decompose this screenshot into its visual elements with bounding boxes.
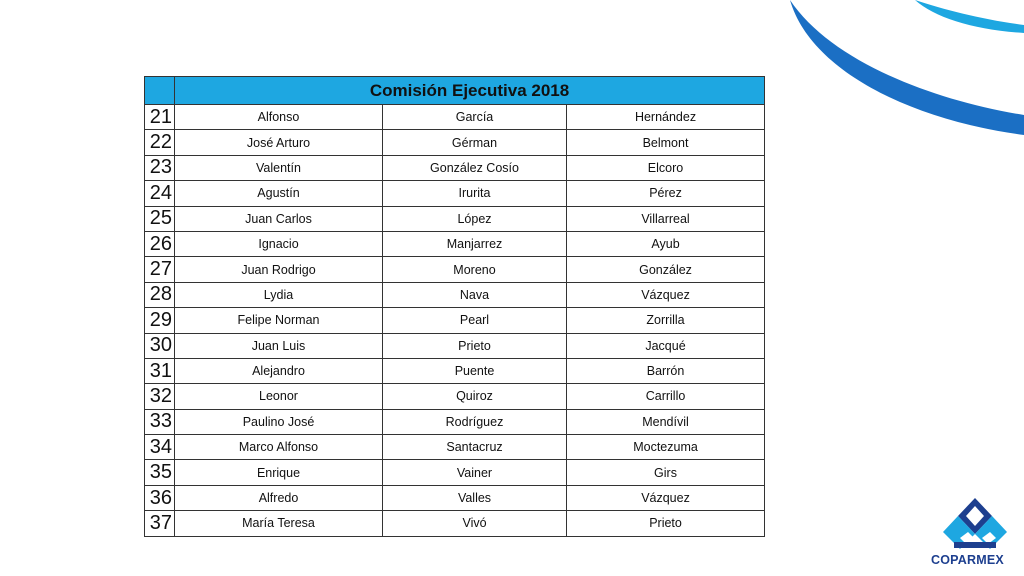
row-number: 31 <box>145 358 175 383</box>
row-number: 36 <box>145 485 175 510</box>
second-surname-cell: Ayub <box>567 231 765 256</box>
second-surname-cell: Carrillo <box>567 384 765 409</box>
first-name-cell: Leonor <box>175 384 383 409</box>
first-name-cell: Juan Carlos <box>175 206 383 231</box>
row-number: 30 <box>145 333 175 358</box>
row-number: 26 <box>145 231 175 256</box>
first-name-cell: Alfredo <box>175 485 383 510</box>
second-surname-cell: Zorrilla <box>567 308 765 333</box>
second-surname-cell: Belmont <box>567 130 765 155</box>
table-title: Comisión Ejecutiva 2018 <box>175 77 765 105</box>
first-surname-cell: Quiroz <box>383 384 567 409</box>
second-surname-cell: Jacqué <box>567 333 765 358</box>
row-number: 35 <box>145 460 175 485</box>
coparmex-logo-text: COPARMEX <box>931 553 1004 567</box>
first-surname-cell: Santacruz <box>383 435 567 460</box>
row-number: 28 <box>145 282 175 307</box>
second-surname-cell: Vázquez <box>567 282 765 307</box>
first-name-cell: Enrique <box>175 460 383 485</box>
table-row <box>145 409 765 434</box>
first-surname-cell: López <box>383 206 567 231</box>
first-surname-cell: González Cosío <box>383 155 567 180</box>
table-row <box>145 155 765 180</box>
first-surname-cell: Gérman <box>383 130 567 155</box>
first-name-cell: María Teresa <box>175 511 383 536</box>
first-surname-cell: Moreno <box>383 257 567 282</box>
second-surname-cell: Girs <box>567 460 765 485</box>
first-name-cell: Ignacio <box>175 231 383 256</box>
table-row <box>145 181 765 206</box>
first-name-cell: Agustín <box>175 181 383 206</box>
table-row <box>145 105 765 130</box>
first-surname-cell: Manjarrez <box>383 231 567 256</box>
table-body <box>145 105 765 537</box>
table-row <box>145 308 765 333</box>
first-name-cell: Alejandro <box>175 358 383 383</box>
row-number: 25 <box>145 206 175 231</box>
row-number: 22 <box>145 130 175 155</box>
row-number: 32 <box>145 384 175 409</box>
table-row <box>145 435 765 460</box>
first-name-cell: Lydia <box>175 282 383 307</box>
table-row <box>145 511 765 536</box>
first-surname-cell: García <box>383 105 567 130</box>
row-number: 29 <box>145 308 175 333</box>
row-number: 33 <box>145 409 175 434</box>
table-row <box>145 257 765 282</box>
header-corner-cell <box>145 77 175 105</box>
row-number: 37 <box>145 511 175 536</box>
table-row <box>145 485 765 510</box>
executive-committee-table <box>144 76 765 537</box>
first-name-cell: Juan Rodrigo <box>175 257 383 282</box>
table-row <box>145 384 765 409</box>
second-surname-cell: González <box>567 257 765 282</box>
second-surname-cell: Barrón <box>567 358 765 383</box>
table-row <box>145 358 765 383</box>
first-surname-cell: Nava <box>383 282 567 307</box>
table-row <box>145 206 765 231</box>
second-surname-cell: Mendívil <box>567 409 765 434</box>
second-surname-cell: Hernández <box>567 105 765 130</box>
table-row <box>145 333 765 358</box>
first-surname-cell: Prieto <box>383 333 567 358</box>
first-name-cell: Juan Luis <box>175 333 383 358</box>
first-surname-cell: Valles <box>383 485 567 510</box>
first-name-cell: Alfonso <box>175 105 383 130</box>
second-surname-cell: Vázquez <box>567 485 765 510</box>
table-row <box>145 282 765 307</box>
second-surname-cell: Prieto <box>567 511 765 536</box>
second-surname-cell: Moctezuma <box>567 435 765 460</box>
first-surname-cell: Rodríguez <box>383 409 567 434</box>
first-surname-cell: Vivó <box>383 511 567 536</box>
table-header-row <box>145 77 765 105</box>
row-number: 23 <box>145 155 175 180</box>
row-number: 21 <box>145 105 175 130</box>
row-number: 24 <box>145 181 175 206</box>
table-row <box>145 231 765 256</box>
second-surname-cell: Villarreal <box>567 206 765 231</box>
row-number: 27 <box>145 257 175 282</box>
first-name-cell: Valentín <box>175 155 383 180</box>
first-name-cell: Marco Alfonso <box>175 435 383 460</box>
first-name-cell: Felipe Norman <box>175 308 383 333</box>
table-row <box>145 130 765 155</box>
table-row <box>145 460 765 485</box>
first-surname-cell: Puente <box>383 358 567 383</box>
first-surname-cell: Pearl <box>383 308 567 333</box>
first-name-cell: José Arturo <box>175 130 383 155</box>
first-surname-cell: Irurita <box>383 181 567 206</box>
row-number: 34 <box>145 435 175 460</box>
first-surname-cell: Vainer <box>383 460 567 485</box>
first-name-cell: Paulino José <box>175 409 383 434</box>
second-surname-cell: Pérez <box>567 181 765 206</box>
second-surname-cell: Elcoro <box>567 155 765 180</box>
